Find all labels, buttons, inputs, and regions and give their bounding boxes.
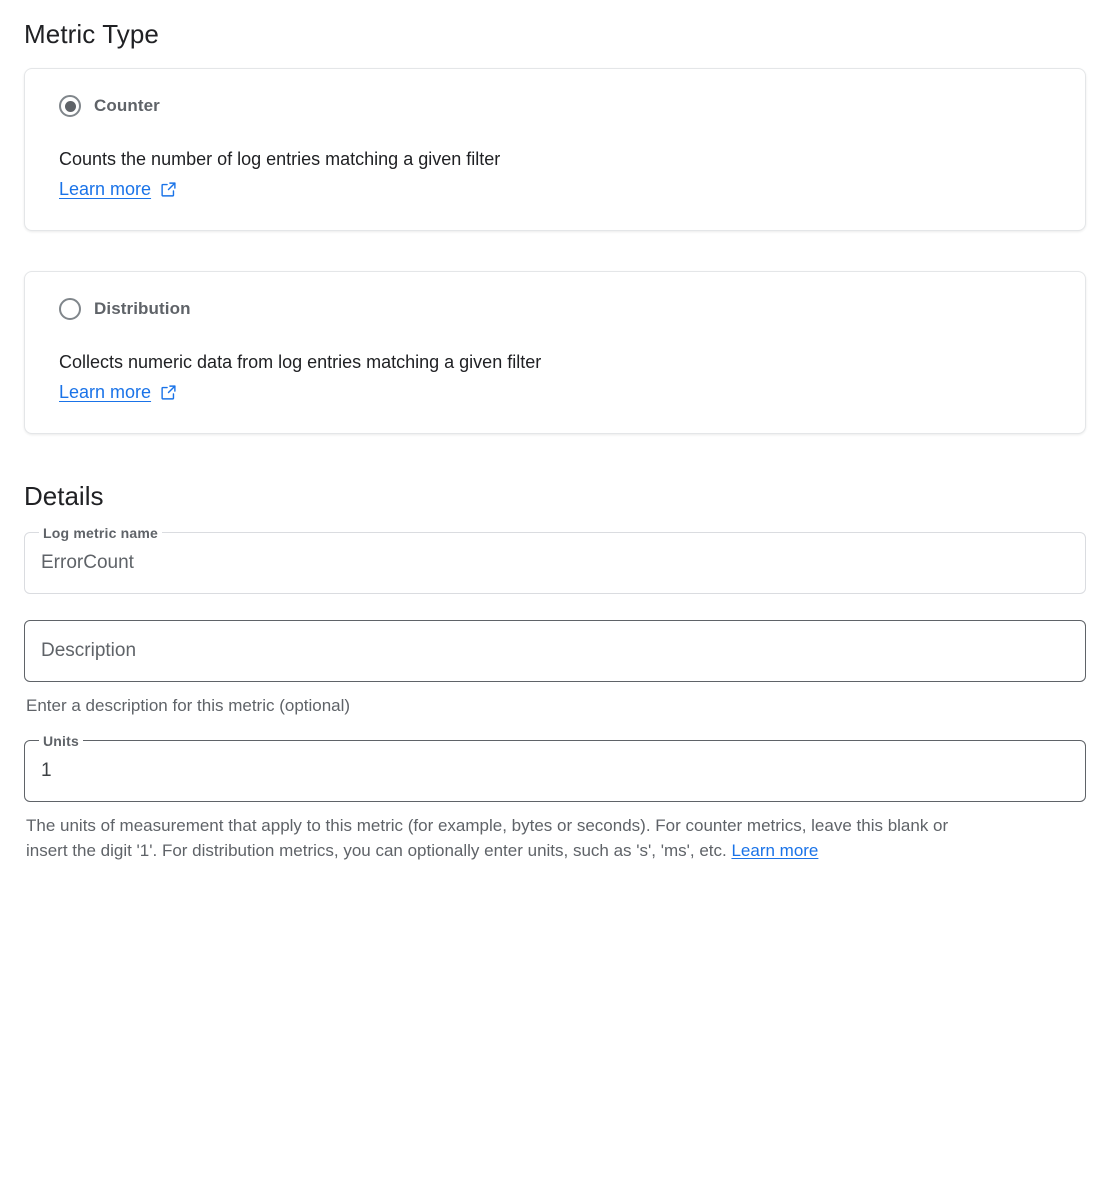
external-link-icon [160,181,177,198]
external-link-icon [160,384,177,401]
log-metric-name-field[interactable] [24,525,1086,594]
radio-counter-icon[interactable] [59,95,81,117]
units-helper-body: The units of measurement that apply to this metric (for example, bytes or seconds). For counter metrics, leave this blank or insert the digit '1'. For distribution metrics, you can optionally enter units, such as 's', 'ms', etc. [26,816,949,860]
units-label: Units [39,732,83,750]
units-input[interactable] [41,760,1069,782]
counter-learn-more-label: Learn more [59,179,152,199]
metric-type-option-distribution[interactable] [24,271,1086,434]
distribution-option-description: Collects numeric data from log entries matching a given filter [59,352,542,372]
metric-type-option-counter[interactable] [24,68,1086,231]
log-metric-name-input[interactable] [41,552,1069,574]
description-field[interactable] [24,620,1086,682]
counter-option-label: Counter [94,96,160,115]
description-input[interactable] [41,640,1069,662]
units-field[interactable] [24,733,1086,802]
page-title: Metric Type [24,19,159,49]
radio-distribution-icon[interactable] [59,298,81,320]
counter-option-description: Counts the number of log entries matching a given filter [59,149,501,169]
counter-learn-more-link[interactable] [59,179,177,200]
distribution-radio-row[interactable] [59,298,1051,320]
description-helper-text: Enter a description for this metric (optional) [26,696,351,715]
distribution-learn-more-link[interactable] [59,382,177,403]
units-learn-more-link[interactable]: Learn more [731,841,819,860]
distribution-learn-more-label: Learn more [59,382,152,402]
distribution-option-label: Distribution [94,299,191,318]
units-helper-text [26,813,986,863]
details-heading: Details [24,481,104,511]
counter-radio-row[interactable] [59,95,1051,117]
metric-type-card-group [24,68,1086,434]
log-metric-name-label: Log metric name [39,524,162,542]
